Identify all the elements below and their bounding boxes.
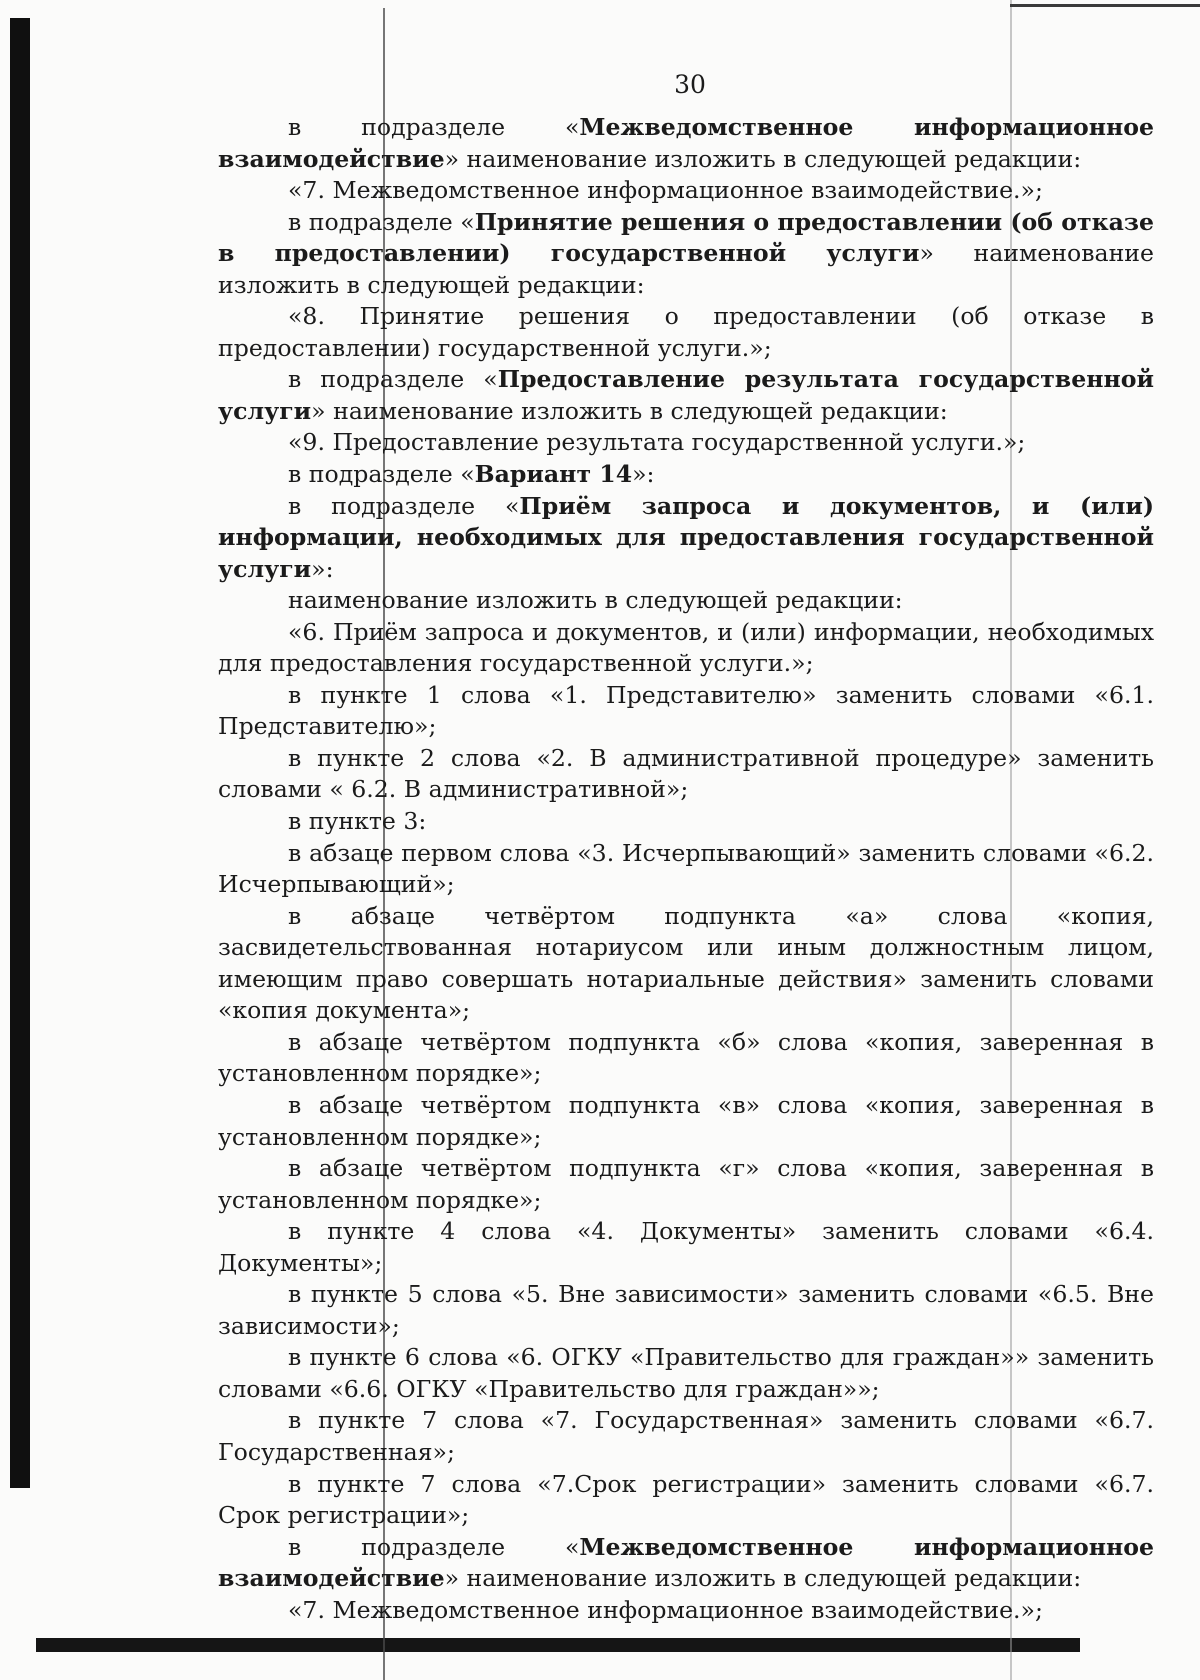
paragraph: «6. Приём запроса и документов, и (или) информации, необходимых для предоставления государственной услуги.»; [218, 617, 1154, 678]
paragraph: в абзаце четвёртом подпункта «б» слова «копия, заверенная в установленном порядке»; [218, 1027, 1154, 1088]
paragraph: в подразделе «Предоставление результата государственной услуги» наименование изложить в следующей редакции: [218, 365, 1154, 425]
paragraph: в пункте 4 слова «4. Документы» заменить словами «6.4. Документы»; [218, 1217, 1154, 1277]
scan-edge-bottom [36, 1638, 1080, 1652]
paragraph: в абзаце четвёртом подпункта «г» слова «копия, заверенная в установленном порядке»; [218, 1154, 1154, 1214]
document-body [218, 112, 1154, 1626]
paragraph: «7. Межведомственное информационное взаимодействие.»; [288, 1595, 1043, 1624]
paragraph: «9. Предоставление результата государственной услуги.»; [288, 428, 1026, 457]
paragraph: в подразделе «Вариант 14»: [288, 460, 655, 489]
paragraph: в пункте 7 слова «7. Государственная» заменить словами «6.7. Государственная»; [218, 1406, 1154, 1466]
paragraph: в пункте 2 слова «2. В административной процедуре» заменить словами « 6.2. В административной»; [218, 743, 1154, 804]
paragraph: в пункте 1 слова «1. Представителю» заменить словами «6.1. Представителю»; [218, 680, 1154, 741]
paragraph: «7. Межведомственное информационное взаимодействие.»; [288, 176, 1043, 205]
paragraph: в подразделе «Принятие решения о предоставлении (об отказе в предоставлении) государственной услуги» наименование изложить в следующей редакции: [218, 207, 1154, 299]
paragraph: в абзаце четвёртом подпункта «в» слова «копия, заверенная в установленном порядке»; [218, 1090, 1154, 1151]
paragraph: в подразделе «Межведомственное информационное взаимодействие» наименование изложить в следующей редакции: [218, 1532, 1154, 1593]
paragraph: «8. Принятие решения о предоставлении (об отказе в предоставлении) государственной услуги.»; [218, 302, 1154, 362]
paragraph: в пункте 6 слова «6. ОГКУ «Правительство для граждан»» заменить словами «6.6. ОГКУ «Правительство для граждан»»; [218, 1343, 1154, 1403]
scan-edge-left [10, 18, 30, 1488]
page-number: 30 [674, 70, 706, 99]
paragraph: в абзаце четвёртом подпункта «а» слова «копия, засвидетельствованная нотариусом или иным должностным лицом, имеющим право совершать нотариальные действия» заменить словами «копия документа»; [218, 901, 1154, 1025]
paragraph: в пункте 3: [288, 807, 427, 836]
paragraph: в абзаце первом слова «3. Исчерпывающий» заменить словами «6.2. Исчерпывающий»; [218, 838, 1154, 899]
paragraph: в пункте 5 слова «5. Вне зависимости» заменить словами «6.5. Вне зависимости»; [218, 1280, 1154, 1340]
paragraph: в пункте 7 слова «7.Срок регистрации» заменить словами «6.7. Срок регистрации»; [218, 1469, 1154, 1530]
paragraph: наименование изложить в следующей редакции: [288, 586, 903, 615]
paragraph: в подразделе «Межведомственное информационное взаимодействие» наименование изложить в следующей редакции: [218, 113, 1154, 173]
paragraph: в подразделе «Приём запроса и документов, и (или) информации, необходимых для предоставления государственной услуги»: [218, 491, 1154, 583]
scan-edge-top [1010, 4, 1200, 7]
